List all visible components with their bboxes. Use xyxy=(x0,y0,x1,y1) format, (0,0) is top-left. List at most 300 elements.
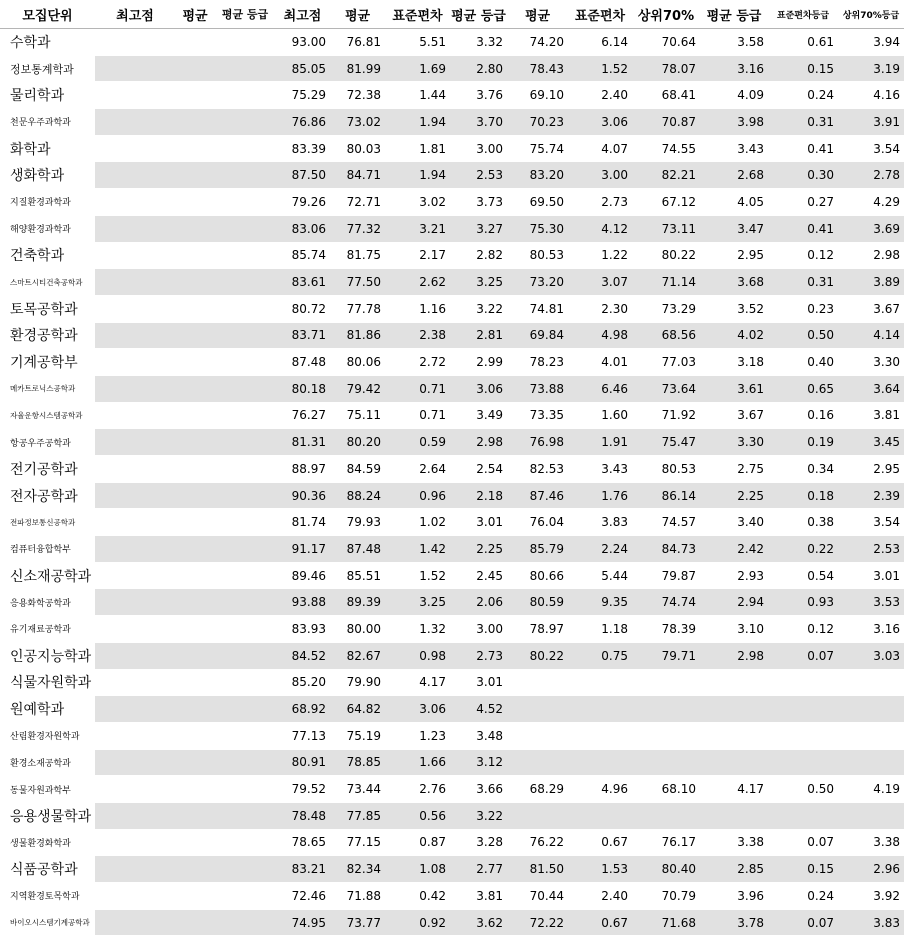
score-cell: 3.45 xyxy=(838,429,904,456)
score-cell: 78.39 xyxy=(632,616,700,643)
score-cell: 83.20 xyxy=(507,162,568,189)
score-cell: 89.39 xyxy=(330,589,385,616)
score-cell xyxy=(215,669,275,696)
score-cell: 3.10 xyxy=(700,616,768,643)
score-cell: 3.83 xyxy=(838,909,904,936)
score-cell xyxy=(175,536,215,563)
department-name: 인공지능학과 xyxy=(0,642,95,669)
score-cell: 2.38 xyxy=(385,322,450,349)
score-cell: 4.05 xyxy=(700,189,768,216)
score-cell: 0.07 xyxy=(768,829,838,856)
score-cell: 0.50 xyxy=(768,322,838,349)
score-cell: 76.04 xyxy=(507,509,568,536)
score-cell: 5.44 xyxy=(568,562,632,589)
score-cell: 0.42 xyxy=(385,883,450,910)
score-cell: 88.97 xyxy=(275,456,330,483)
score-cell: 74.20 xyxy=(507,29,568,56)
score-cell: 81.86 xyxy=(330,322,385,349)
score-cell: 74.81 xyxy=(507,295,568,322)
score-cell: 2.82 xyxy=(450,242,507,269)
score-cell: 3.94 xyxy=(838,29,904,56)
score-cell: 72.71 xyxy=(330,189,385,216)
score-cell xyxy=(700,696,768,723)
column-header: 평균 등급 xyxy=(215,0,275,29)
score-cell: 83.71 xyxy=(275,322,330,349)
score-cell xyxy=(215,562,275,589)
score-cell: 2.53 xyxy=(838,536,904,563)
table-row xyxy=(0,909,904,936)
score-cell: 0.41 xyxy=(768,215,838,242)
score-cell xyxy=(215,269,275,296)
score-cell: 0.18 xyxy=(768,482,838,509)
column-header: 모집단위 xyxy=(0,0,95,29)
score-cell: 0.61 xyxy=(768,29,838,56)
score-cell: 1.08 xyxy=(385,856,450,883)
score-cell xyxy=(175,482,215,509)
score-cell: 3.32 xyxy=(450,29,507,56)
score-cell xyxy=(95,269,175,296)
department-name: 식물자원학과 xyxy=(0,669,95,696)
score-cell: 69.10 xyxy=(507,82,568,109)
score-cell: 88.24 xyxy=(330,482,385,509)
score-cell: 79.90 xyxy=(330,669,385,696)
score-cell: 0.54 xyxy=(768,562,838,589)
score-cell: 0.31 xyxy=(768,269,838,296)
score-cell: 83.06 xyxy=(275,215,330,242)
score-cell: 3.48 xyxy=(450,722,507,749)
score-cell: 3.00 xyxy=(450,135,507,162)
department-name: 자율운항시스템공학과 xyxy=(0,402,95,429)
score-cell: 69.50 xyxy=(507,189,568,216)
score-cell: 3.64 xyxy=(838,375,904,402)
score-cell: 0.30 xyxy=(768,162,838,189)
score-cell: 74.74 xyxy=(632,589,700,616)
department-name: 정보통계학과 xyxy=(0,55,95,82)
score-cell xyxy=(175,669,215,696)
score-cell xyxy=(175,749,215,776)
score-cell xyxy=(215,242,275,269)
score-cell xyxy=(215,375,275,402)
column-header: 평균 xyxy=(175,0,215,29)
department-name: 환경소재공학과 xyxy=(0,749,95,776)
score-cell: 0.12 xyxy=(768,616,838,643)
score-cell xyxy=(215,776,275,803)
score-cell xyxy=(215,135,275,162)
score-cell: 80.20 xyxy=(330,429,385,456)
score-cell: 90.36 xyxy=(275,482,330,509)
department-name: 항공우주공학과 xyxy=(0,429,95,456)
score-cell xyxy=(215,802,275,829)
table-row xyxy=(0,562,904,589)
score-cell: 81.75 xyxy=(330,242,385,269)
score-cell: 73.11 xyxy=(632,215,700,242)
department-name: 건축학과 xyxy=(0,242,95,269)
score-cell: 3.69 xyxy=(838,215,904,242)
score-cell: 86.14 xyxy=(632,482,700,509)
score-cell xyxy=(95,109,175,136)
score-cell: 2.98 xyxy=(450,429,507,456)
score-cell: 2.45 xyxy=(450,562,507,589)
score-cell xyxy=(568,696,632,723)
score-cell: 2.80 xyxy=(450,55,507,82)
department-name: 해양환경과학과 xyxy=(0,215,95,242)
score-cell: 80.06 xyxy=(330,349,385,376)
score-cell: 2.06 xyxy=(450,589,507,616)
score-cell: 0.16 xyxy=(768,402,838,429)
score-cell: 74.95 xyxy=(275,909,330,936)
score-cell: 3.25 xyxy=(450,269,507,296)
score-cell: 81.74 xyxy=(275,509,330,536)
score-cell: 3.18 xyxy=(700,349,768,376)
score-cell xyxy=(95,162,175,189)
score-cell: 72.46 xyxy=(275,883,330,910)
column-header: 최고점 xyxy=(275,0,330,29)
table-row xyxy=(0,349,904,376)
score-cell: 2.40 xyxy=(568,82,632,109)
score-cell xyxy=(95,322,175,349)
score-cell xyxy=(95,242,175,269)
score-cell: 3.38 xyxy=(700,829,768,856)
score-cell: 3.16 xyxy=(700,55,768,82)
score-cell: 0.31 xyxy=(768,109,838,136)
table-row xyxy=(0,82,904,109)
score-cell: 3.91 xyxy=(838,109,904,136)
score-cell: 0.40 xyxy=(768,349,838,376)
score-cell: 67.12 xyxy=(632,189,700,216)
department-name: 전자공학과 xyxy=(0,482,95,509)
score-cell: 80.66 xyxy=(507,562,568,589)
score-cell: 75.74 xyxy=(507,135,568,162)
table-row xyxy=(0,162,904,189)
score-cell: 73.02 xyxy=(330,109,385,136)
score-cell xyxy=(632,669,700,696)
score-cell: 78.43 xyxy=(507,55,568,82)
table-row xyxy=(0,722,904,749)
score-cell xyxy=(95,856,175,883)
score-cell: 3.22 xyxy=(450,802,507,829)
score-cell xyxy=(95,456,175,483)
score-cell xyxy=(215,536,275,563)
score-cell: 80.00 xyxy=(330,616,385,643)
score-cell xyxy=(95,82,175,109)
table-body xyxy=(0,29,904,936)
score-cell: 2.30 xyxy=(568,295,632,322)
score-cell xyxy=(215,456,275,483)
score-cell xyxy=(507,802,568,829)
score-cell: 75.11 xyxy=(330,402,385,429)
table-row xyxy=(0,375,904,402)
score-cell: 78.07 xyxy=(632,55,700,82)
score-cell xyxy=(95,55,175,82)
score-cell xyxy=(175,269,215,296)
score-cell: 78.48 xyxy=(275,802,330,829)
score-cell xyxy=(700,722,768,749)
score-cell xyxy=(838,749,904,776)
score-cell xyxy=(175,776,215,803)
score-cell: 3.00 xyxy=(450,616,507,643)
score-cell: 3.40 xyxy=(700,509,768,536)
score-cell: 3.73 xyxy=(450,189,507,216)
score-cell: 87.48 xyxy=(330,536,385,563)
score-cell: 87.48 xyxy=(275,349,330,376)
score-cell: 6.46 xyxy=(568,375,632,402)
score-cell xyxy=(95,135,175,162)
score-cell: 4.19 xyxy=(838,776,904,803)
score-cell: 4.09 xyxy=(700,82,768,109)
score-cell: 74.55 xyxy=(632,135,700,162)
score-cell: 73.88 xyxy=(507,375,568,402)
score-cell: 73.64 xyxy=(632,375,700,402)
table-row xyxy=(0,856,904,883)
score-cell: 2.42 xyxy=(700,536,768,563)
score-cell xyxy=(568,802,632,829)
score-cell: 0.41 xyxy=(768,135,838,162)
department-name: 지역환경토목학과 xyxy=(0,883,95,910)
score-cell xyxy=(95,349,175,376)
score-cell: 77.78 xyxy=(330,295,385,322)
score-cell xyxy=(632,802,700,829)
score-cell: 1.53 xyxy=(568,856,632,883)
score-cell xyxy=(838,669,904,696)
department-name: 환경공학과 xyxy=(0,322,95,349)
score-cell: 0.96 xyxy=(385,482,450,509)
score-cell xyxy=(215,109,275,136)
score-cell xyxy=(507,669,568,696)
score-cell: 0.24 xyxy=(768,82,838,109)
score-cell xyxy=(175,562,215,589)
score-cell: 76.98 xyxy=(507,429,568,456)
score-cell: 3.03 xyxy=(838,642,904,669)
score-cell xyxy=(838,722,904,749)
department-name: 신소재공학과 xyxy=(0,562,95,589)
department-name: 화학과 xyxy=(0,135,95,162)
score-cell: 2.76 xyxy=(385,776,450,803)
score-cell: 78.23 xyxy=(507,349,568,376)
table-row xyxy=(0,616,904,643)
score-cell: 80.53 xyxy=(632,456,700,483)
score-cell: 0.71 xyxy=(385,375,450,402)
score-cell xyxy=(175,456,215,483)
table-row xyxy=(0,29,904,56)
column-header: 평균 xyxy=(330,0,385,29)
score-cell: 1.76 xyxy=(568,482,632,509)
score-cell: 79.93 xyxy=(330,509,385,536)
score-cell: 0.92 xyxy=(385,909,450,936)
department-name: 스마트시티건축공학과 xyxy=(0,269,95,296)
score-cell xyxy=(95,295,175,322)
score-cell: 0.34 xyxy=(768,456,838,483)
score-cell: 68.56 xyxy=(632,322,700,349)
score-cell xyxy=(700,669,768,696)
score-cell: 0.07 xyxy=(768,642,838,669)
score-cell: 68.92 xyxy=(275,696,330,723)
score-cell xyxy=(175,883,215,910)
score-cell xyxy=(95,776,175,803)
score-cell: 77.13 xyxy=(275,722,330,749)
column-header: 최고점 xyxy=(95,0,175,29)
score-cell: 84.52 xyxy=(275,642,330,669)
score-cell: 1.42 xyxy=(385,536,450,563)
score-cell xyxy=(632,722,700,749)
score-cell: 1.18 xyxy=(568,616,632,643)
score-cell: 79.52 xyxy=(275,776,330,803)
score-cell xyxy=(95,189,175,216)
score-cell: 4.29 xyxy=(838,189,904,216)
score-cell xyxy=(95,642,175,669)
score-cell xyxy=(632,696,700,723)
department-name: 지질환경과학과 xyxy=(0,189,95,216)
score-cell: 76.86 xyxy=(275,109,330,136)
score-cell: 2.64 xyxy=(385,456,450,483)
score-cell: 5.51 xyxy=(385,29,450,56)
score-cell: 3.58 xyxy=(700,29,768,56)
score-cell xyxy=(175,856,215,883)
score-cell: 70.79 xyxy=(632,883,700,910)
score-cell: 80.72 xyxy=(275,295,330,322)
column-header: 평균 xyxy=(507,0,568,29)
score-cell: 75.19 xyxy=(330,722,385,749)
score-cell: 76.22 xyxy=(507,829,568,856)
score-cell: 3.38 xyxy=(838,829,904,856)
score-cell: 73.29 xyxy=(632,295,700,322)
score-cell xyxy=(175,696,215,723)
table-row xyxy=(0,883,904,910)
score-cell xyxy=(215,509,275,536)
score-cell: 3.43 xyxy=(568,456,632,483)
department-name: 천문우주과학과 xyxy=(0,109,95,136)
score-cell: 3.27 xyxy=(450,215,507,242)
score-cell xyxy=(215,349,275,376)
department-name: 식품공학과 xyxy=(0,856,95,883)
department-name: 원예학과 xyxy=(0,696,95,723)
column-header: 평균 등급 xyxy=(450,0,507,29)
score-cell: 84.59 xyxy=(330,456,385,483)
score-cell: 89.46 xyxy=(275,562,330,589)
score-cell: 77.50 xyxy=(330,269,385,296)
department-name: 기계공학부 xyxy=(0,349,95,376)
score-cell: 3.81 xyxy=(838,402,904,429)
score-cell xyxy=(175,829,215,856)
score-cell xyxy=(175,509,215,536)
table-row xyxy=(0,509,904,536)
score-cell xyxy=(175,29,215,56)
score-cell: 80.91 xyxy=(275,749,330,776)
score-cell: 82.21 xyxy=(632,162,700,189)
score-cell: 1.44 xyxy=(385,82,450,109)
score-cell: 81.31 xyxy=(275,429,330,456)
score-cell: 3.66 xyxy=(450,776,507,803)
department-name: 수학과 xyxy=(0,29,95,56)
score-cell: 4.12 xyxy=(568,215,632,242)
score-cell xyxy=(175,616,215,643)
department-name: 산림환경자원학과 xyxy=(0,722,95,749)
score-cell: 80.22 xyxy=(507,642,568,669)
score-cell: 0.75 xyxy=(568,642,632,669)
score-cell xyxy=(568,749,632,776)
score-cell xyxy=(175,589,215,616)
score-cell: 0.19 xyxy=(768,429,838,456)
column-header: 표준편차등급 xyxy=(768,0,838,29)
header-row xyxy=(0,0,904,29)
score-cell: 80.53 xyxy=(507,242,568,269)
score-cell xyxy=(95,509,175,536)
score-cell xyxy=(175,135,215,162)
column-header: 상위70%등급 xyxy=(838,0,904,29)
score-cell: 0.98 xyxy=(385,642,450,669)
score-cell xyxy=(95,215,175,242)
table-row xyxy=(0,242,904,269)
score-cell: 2.98 xyxy=(700,642,768,669)
score-cell: 71.14 xyxy=(632,269,700,296)
score-cell: 73.77 xyxy=(330,909,385,936)
score-cell: 80.18 xyxy=(275,375,330,402)
score-cell: 78.65 xyxy=(275,829,330,856)
score-cell: 1.91 xyxy=(568,429,632,456)
score-cell: 4.17 xyxy=(700,776,768,803)
score-cell: 79.26 xyxy=(275,189,330,216)
score-cell xyxy=(95,429,175,456)
score-cell: 80.22 xyxy=(632,242,700,269)
score-cell: 1.22 xyxy=(568,242,632,269)
score-cell: 71.68 xyxy=(632,909,700,936)
score-cell xyxy=(507,696,568,723)
score-cell: 80.03 xyxy=(330,135,385,162)
table-row xyxy=(0,295,904,322)
table-row xyxy=(0,536,904,563)
score-cell: 3.70 xyxy=(450,109,507,136)
score-cell: 68.10 xyxy=(632,776,700,803)
score-cell: 80.40 xyxy=(632,856,700,883)
score-cell: 83.61 xyxy=(275,269,330,296)
score-cell: 2.17 xyxy=(385,242,450,269)
score-cell: 77.15 xyxy=(330,829,385,856)
score-cell xyxy=(215,829,275,856)
score-cell: 1.81 xyxy=(385,135,450,162)
score-cell xyxy=(215,322,275,349)
score-cell: 2.25 xyxy=(700,482,768,509)
score-cell: 3.25 xyxy=(385,589,450,616)
score-cell xyxy=(215,82,275,109)
score-cell: 3.06 xyxy=(568,109,632,136)
score-cell: 82.34 xyxy=(330,856,385,883)
score-cell xyxy=(215,856,275,883)
score-cell: 73.20 xyxy=(507,269,568,296)
table-row xyxy=(0,402,904,429)
score-cell xyxy=(95,909,175,936)
score-cell: 0.67 xyxy=(568,829,632,856)
score-cell: 3.89 xyxy=(838,269,904,296)
score-cell xyxy=(175,322,215,349)
score-cell xyxy=(215,883,275,910)
department-name: 컴퓨터융합학부 xyxy=(0,536,95,563)
score-cell: 2.18 xyxy=(450,482,507,509)
score-cell: 3.67 xyxy=(838,295,904,322)
score-cell: 3.30 xyxy=(700,429,768,456)
score-cell: 3.61 xyxy=(700,375,768,402)
score-cell: 2.68 xyxy=(700,162,768,189)
score-cell xyxy=(768,802,838,829)
score-cell xyxy=(95,883,175,910)
score-cell: 0.71 xyxy=(385,402,450,429)
score-cell xyxy=(95,536,175,563)
score-cell: 71.92 xyxy=(632,402,700,429)
score-cell xyxy=(95,749,175,776)
score-cell: 70.64 xyxy=(632,29,700,56)
score-cell xyxy=(95,482,175,509)
score-cell: 3.28 xyxy=(450,829,507,856)
score-cell: 64.82 xyxy=(330,696,385,723)
score-cell xyxy=(175,909,215,936)
